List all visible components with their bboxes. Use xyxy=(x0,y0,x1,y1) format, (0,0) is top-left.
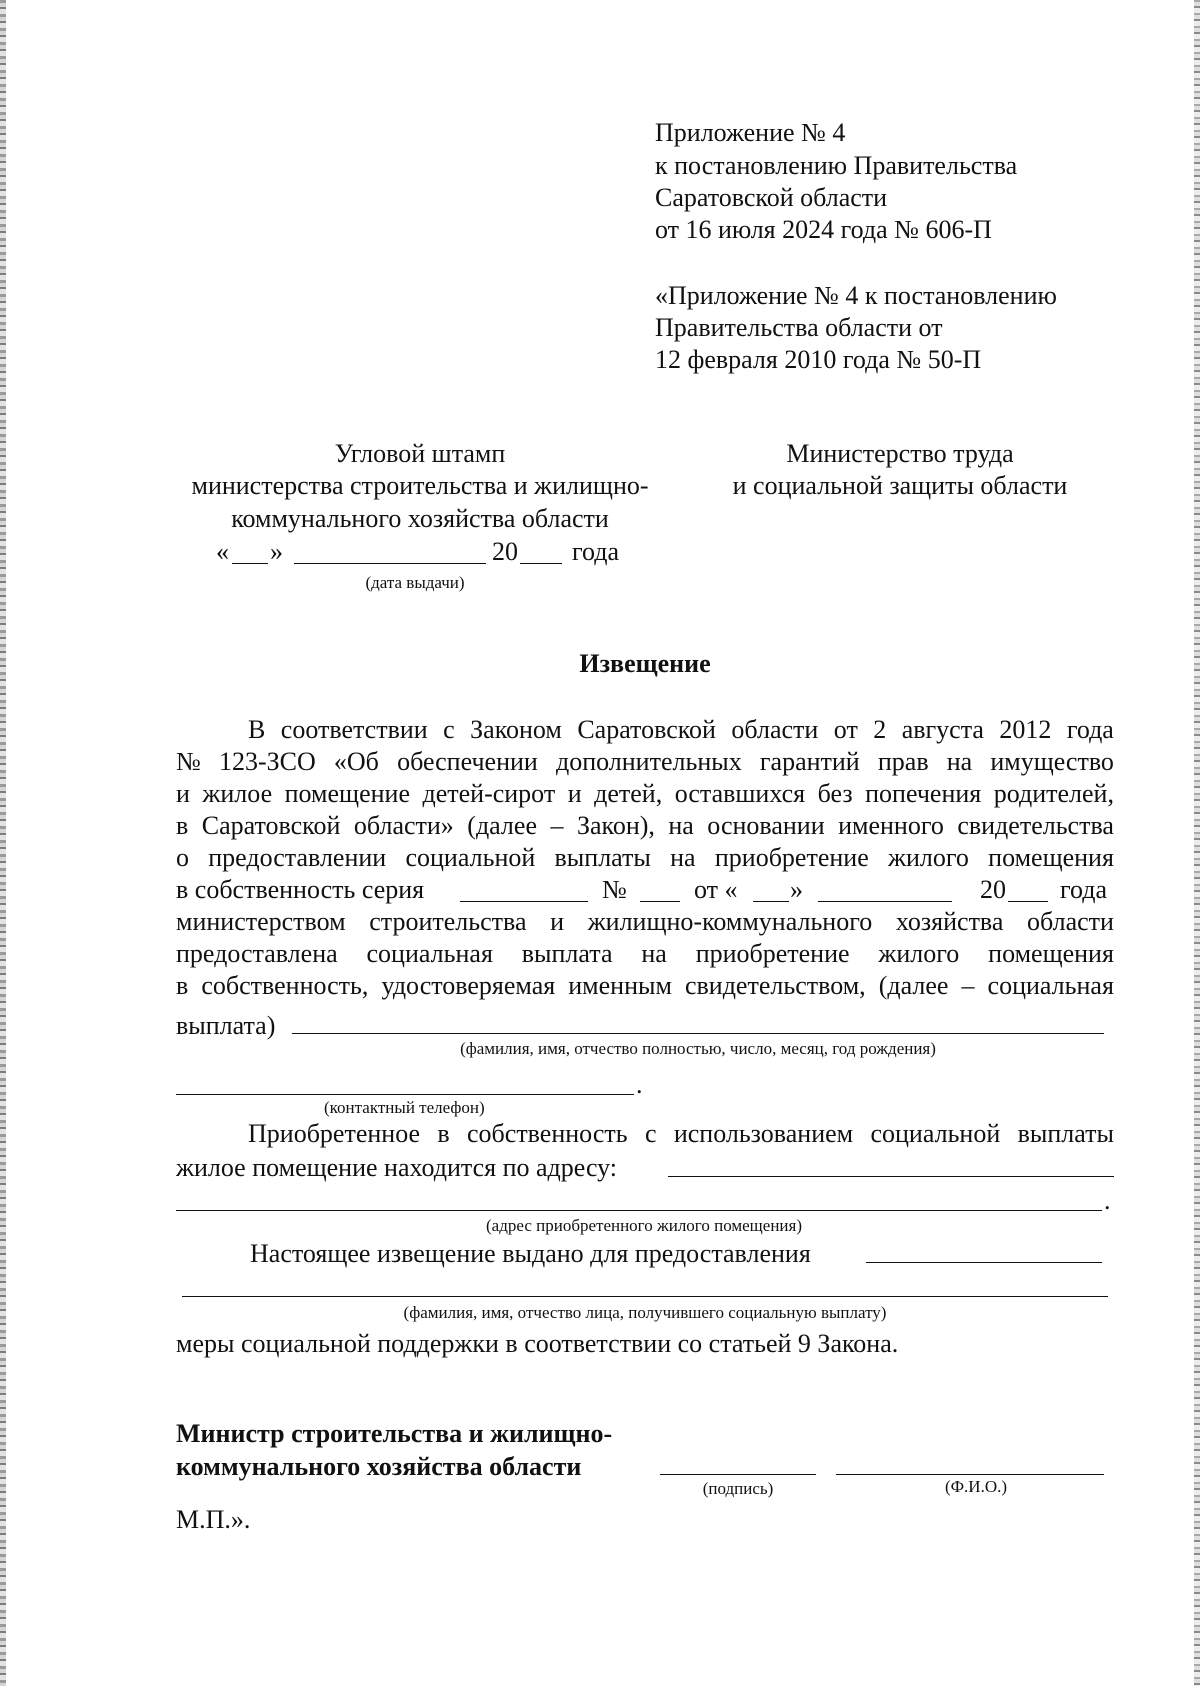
body-word: дополнительных xyxy=(555,747,742,776)
name-caption: (Ф.И.О.) xyxy=(944,1477,1008,1496)
body-word: (далее xyxy=(467,811,537,840)
measure-blank xyxy=(866,1262,1102,1263)
prior-appendix-line: 12 февраля 2010 года № 50-П xyxy=(655,345,982,374)
body-word: жилищно-коммунального xyxy=(587,907,873,936)
date-close-quote: » xyxy=(270,537,283,566)
body-word: министерством xyxy=(176,907,346,936)
address-caption: (адрес приобретенного жилого помещения) xyxy=(486,1216,802,1235)
appendix-line: к постановлению Правительства xyxy=(655,151,1018,180)
body-line xyxy=(176,746,1114,778)
body-word: жилое xyxy=(202,779,273,808)
body-word: собственность xyxy=(467,1119,628,1148)
body-word: без xyxy=(817,779,853,808)
body-word: родителей, xyxy=(993,779,1114,808)
body-line xyxy=(248,714,1114,746)
body-word: помещения xyxy=(988,843,1114,872)
body-text: » xyxy=(790,875,803,904)
body-word: собственность, xyxy=(201,971,369,1000)
scan-edge-right xyxy=(1194,0,1200,1686)
body-word: основании xyxy=(707,811,825,840)
sentence-dot: . xyxy=(1104,1186,1111,1215)
date-month-blank xyxy=(294,563,486,564)
date-year-word: года xyxy=(572,537,620,566)
body-word: В xyxy=(248,715,266,744)
body-word: социальная xyxy=(366,939,493,968)
number-blank xyxy=(640,901,680,902)
body-word: 2 xyxy=(873,715,887,744)
body-word: 2012 xyxy=(999,715,1052,744)
body-text: 20 xyxy=(980,875,1006,904)
recipient-fio-blank xyxy=(292,1033,1104,1034)
body-line xyxy=(176,810,1114,842)
series-blank xyxy=(460,901,588,902)
stamp-line: министерства строительства и жилищно- xyxy=(191,471,649,500)
scan-edge-left xyxy=(0,0,6,1686)
body-word: и xyxy=(567,779,582,808)
body-word: приобретение xyxy=(695,939,850,968)
body-word: 123-ЗСО xyxy=(218,747,316,776)
body-word: попечения xyxy=(865,779,982,808)
body-word: имущество xyxy=(990,747,1114,776)
body-word: жилого xyxy=(888,843,969,872)
date-day-blank xyxy=(232,563,268,564)
signature-blank xyxy=(660,1474,816,1475)
body-word: в xyxy=(176,971,189,1000)
person-fio-blank xyxy=(182,1296,1108,1297)
body-word: (далее xyxy=(878,971,949,1000)
body-word: социальной xyxy=(405,843,536,872)
body-word: Закон), xyxy=(576,811,655,840)
body-text: от « xyxy=(694,875,738,904)
body-word: детей-сирот xyxy=(422,779,556,808)
body-word: в xyxy=(176,811,189,840)
body-word: на xyxy=(946,747,973,776)
body-word: с xyxy=(443,715,455,744)
seal-mark: М.П.». xyxy=(176,1505,251,1534)
signatory-role: Министр строительства и жилищно- xyxy=(176,1419,613,1448)
body-word: области» xyxy=(353,811,454,840)
body-word: выплата xyxy=(521,939,613,968)
body-text: Настоящее извещение выдано для предоставления xyxy=(250,1239,811,1268)
prior-appendix-line: «Приложение № 4 к постановлению xyxy=(655,281,1057,310)
signature-caption: (подпись) xyxy=(702,1479,774,1498)
body-word: года xyxy=(1066,715,1114,744)
month-blank xyxy=(818,901,952,902)
body-word: удостоверяемая xyxy=(381,971,556,1000)
body-text: № xyxy=(602,875,627,904)
phone-blank xyxy=(176,1094,634,1095)
body-word: социальная xyxy=(987,971,1114,1000)
body-word: – xyxy=(550,811,564,840)
body-text: меры социальной поддержки в соответствии со статьей 9 Закона. xyxy=(176,1329,899,1358)
address-blank xyxy=(668,1176,1114,1177)
body-word: строительства xyxy=(369,907,527,936)
body-word: соответствии xyxy=(280,715,428,744)
body-word: от xyxy=(833,715,858,744)
body-word: Саратовской xyxy=(577,715,716,744)
body-line xyxy=(176,906,1114,938)
sentence-dot: . xyxy=(636,1070,643,1099)
body-word: Законом xyxy=(470,715,562,744)
body-word: о xyxy=(176,843,189,872)
body-word: предоставлена xyxy=(176,939,338,968)
body-word: гарантий xyxy=(759,747,860,776)
prior-appendix-line: Правительства области от xyxy=(655,313,943,342)
body-word: августа xyxy=(901,715,984,744)
body-word: социальной xyxy=(870,1119,1001,1148)
address-blank-2 xyxy=(176,1210,1102,1211)
body-word: жилого xyxy=(878,939,960,968)
body-text: выплата) xyxy=(176,1011,276,1040)
appendix-line: от 16 июля 2024 года № 606-П xyxy=(655,215,992,244)
body-word: и xyxy=(176,779,190,808)
recipient-line: и социальной защиты области xyxy=(732,471,1068,500)
body-word: помещение xyxy=(284,779,410,808)
body-word: прав xyxy=(877,747,929,776)
body-word: использованием xyxy=(673,1119,854,1148)
body-text: жилое помещение находится по адресу: xyxy=(176,1153,618,1182)
body-word: на xyxy=(641,939,667,968)
body-text: года xyxy=(1060,875,1108,904)
phone-caption: (контактный телефон) xyxy=(324,1098,485,1117)
stamp-line: Угловой штамп xyxy=(334,439,506,468)
body-word: на xyxy=(668,811,694,840)
body-word: выплаты xyxy=(1017,1119,1114,1148)
fio-caption: (фамилия, имя, отчество полностью, число, месяц, год рождения) xyxy=(460,1039,936,1058)
date-year-blank xyxy=(520,563,562,564)
body-word: Приобретенное xyxy=(248,1119,421,1148)
recipient-line: Министерство труда xyxy=(786,439,1014,468)
body-line xyxy=(176,938,1114,970)
body-word: свидетельства xyxy=(957,811,1114,840)
body-word: оставшихся xyxy=(674,779,806,808)
body-word: помещения xyxy=(988,939,1114,968)
body-word: детей, xyxy=(594,779,663,808)
body-word: обеспечении xyxy=(397,747,538,776)
date-year-prefix: 20 xyxy=(492,537,518,566)
date-open-quote: « xyxy=(216,537,229,566)
signatory-role: коммунального хозяйства области xyxy=(176,1452,582,1481)
body-word: области xyxy=(1027,907,1114,936)
body-word: области xyxy=(731,715,819,744)
body-line xyxy=(176,970,1114,1002)
body-line xyxy=(248,1118,1114,1150)
document-title: Извещение xyxy=(579,649,711,678)
body-word: «Об xyxy=(333,747,379,776)
body-word: – xyxy=(961,971,975,1000)
body-line xyxy=(176,778,1114,810)
appendix-line: Саратовской области xyxy=(655,183,888,212)
appendix-line: Приложение № 4 xyxy=(655,118,846,147)
body-word: № xyxy=(176,747,201,776)
body-word: с xyxy=(644,1119,657,1148)
body-text: в собственность серия xyxy=(176,875,425,904)
stamp-line: коммунального хозяйства области xyxy=(231,504,609,533)
year-blank xyxy=(1008,901,1048,902)
body-word: свидетельством, xyxy=(684,971,866,1000)
body-word: и xyxy=(550,907,565,936)
body-word: Саратовской xyxy=(201,811,341,840)
body-line xyxy=(176,842,1114,874)
body-word: выплаты xyxy=(554,843,651,872)
date-caption: (дата выдачи) xyxy=(365,573,465,592)
person-caption: (фамилия, имя, отчество лица, получившего социальную выплату) xyxy=(403,1303,887,1322)
day-blank xyxy=(753,901,789,902)
name-blank xyxy=(836,1474,1104,1475)
body-word: хозяйства xyxy=(895,907,1004,936)
body-word: именного xyxy=(838,811,944,840)
body-word: на xyxy=(670,843,696,872)
body-word: в xyxy=(437,1119,450,1148)
body-word: предоставлении xyxy=(208,843,387,872)
body-word: приобретение xyxy=(714,843,869,872)
body-word: именным xyxy=(568,971,672,1000)
